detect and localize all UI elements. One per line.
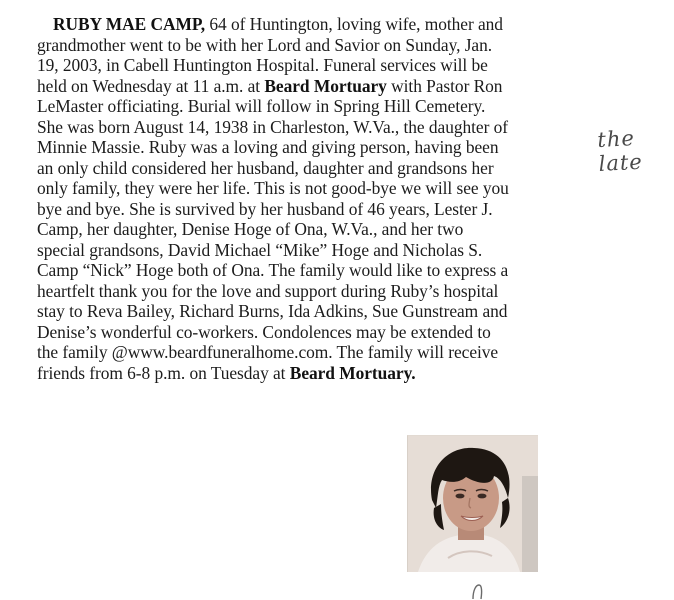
obituary-line-14: heartfelt thank you for the love and support during Ruby’s hospital bbox=[37, 280, 499, 301]
obituary-line-11: Camp, her daughter, Denise Hoge of Ona, W.Va., and her two bbox=[37, 219, 464, 239]
obituary-line-1: RUBY MAE CAMP, 64 of Huntington, loving wife, mother and bbox=[53, 14, 503, 34]
funeral-home-name: Beard Mortuary. bbox=[289, 362, 416, 383]
obituary-line-8: an only child considered her husband, daughter and grandsons her bbox=[37, 157, 494, 178]
obituary-line-4: held on Wednesday at 11 a.m. at Beard Mortuary with Pastor Ron bbox=[37, 75, 503, 96]
portrait-photo bbox=[407, 435, 538, 572]
obituary-line-16: Denise’s wonderful co-workers. Condolences may be extended to bbox=[37, 321, 491, 342]
obituary-line-12: special grandsons, David Michael “Mike” Hoge and Nicholas S. bbox=[37, 239, 483, 260]
obituary-line-18: friends from 6-8 p.m. on Tuesday at Beard Mortuary. bbox=[37, 362, 416, 383]
funeral-home-name: Beard Mortuary bbox=[264, 75, 387, 96]
obituary-line-7: Minnie Massie. Ruby was a loving and giving person, having been bbox=[37, 137, 499, 157]
portrait-photo-icon bbox=[408, 436, 538, 572]
obituary-line-13: Camp “Nick” Hoge both of Ona. The family would like to express a bbox=[37, 260, 509, 280]
obituary-line-5: LeMaster officiating. Burial will follow in Spring Hill Cemetery. bbox=[37, 96, 486, 116]
deceased-name: RUBY MAE CAMP, bbox=[53, 14, 206, 34]
obituary-line-6: She was born August 14, 1938 in Charleston, W.Va., the daughter of bbox=[37, 116, 509, 137]
obituary-line-17: the family @www.beardfuneralhome.com. The family will receive bbox=[37, 342, 499, 362]
obituary-line-2: grandmother went to be with her Lord and Savior on Sunday, Jan. bbox=[37, 34, 493, 55]
handwritten-annotation: the late bbox=[596, 126, 644, 176]
pencil-mark bbox=[470, 582, 484, 600]
obituary-line-10: bye and bye. She is survived by her husband of 46 years, Lester J. bbox=[37, 198, 493, 219]
obituary-line-3: 19, 2003, in Cabell Huntington Hospital. Funeral services will be bbox=[37, 55, 488, 75]
obituary-text bbox=[37, 14, 637, 383]
obituary-line-15: stay to Reva Bailey, Richard Burns, Ida Adkins, Sue Gunstream and bbox=[37, 301, 508, 321]
obituary-line-9: only family, they were her life. This is not good-bye we will see you bbox=[37, 178, 509, 198]
